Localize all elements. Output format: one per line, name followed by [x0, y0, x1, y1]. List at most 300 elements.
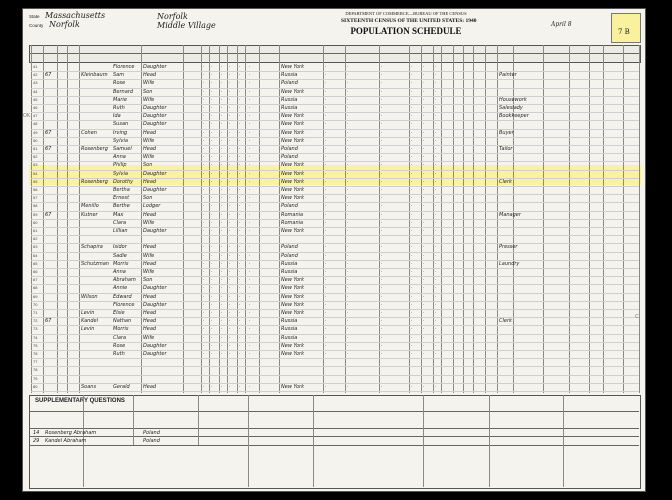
surname: Cohen — [81, 129, 97, 136]
entry-mark: · — [325, 154, 327, 160]
entry-mark: · — [221, 170, 223, 176]
entry-mark: · — [423, 187, 425, 192]
entry-mark: · — [229, 219, 231, 225]
given-name: Berthe — [113, 203, 130, 210]
entry-mark: · — [381, 244, 383, 250]
entry-mark: · — [249, 293, 251, 299]
birthplace: New York — [281, 285, 305, 292]
entry-mark: · — [423, 310, 425, 315]
relationship: Wife — [143, 80, 155, 87]
birthplace: New York — [281, 121, 305, 128]
entry-mark: · — [381, 121, 383, 127]
entry-mark: · — [435, 121, 437, 127]
entry-mark: · — [221, 211, 223, 217]
entry-mark: · — [325, 105, 327, 110]
entry-mark: · — [435, 326, 437, 332]
relationship: Son — [143, 88, 153, 95]
relationship: Head — [143, 244, 157, 251]
entry-mark: · — [203, 310, 205, 315]
entry-mark: · — [381, 88, 383, 94]
occupation: Saleslady — [499, 105, 523, 111]
entry-mark: · — [347, 244, 349, 250]
entry-mark: · — [435, 342, 437, 348]
row-number: 78 — [33, 367, 38, 373]
entry-mark: · — [203, 129, 205, 135]
relationship: Head — [143, 211, 157, 218]
entry-mark: · — [211, 154, 213, 160]
birthplace: New York — [281, 88, 305, 95]
entry-mark: · — [423, 334, 425, 340]
column-header-band — [29, 45, 641, 63]
entry-mark: · — [435, 187, 437, 192]
birthplace: Poland — [281, 80, 298, 87]
entry-mark: · — [347, 121, 349, 127]
entry-mark: · — [239, 88, 241, 94]
entry-mark: · — [203, 383, 205, 389]
entry-mark: · — [203, 228, 205, 233]
entry-mark: · — [411, 252, 413, 258]
entry-mark: · — [221, 326, 223, 332]
entry-mark: · — [211, 129, 213, 135]
entry-mark: · — [411, 72, 413, 78]
entry-mark: · — [221, 383, 223, 389]
entry-mark: · — [347, 146, 349, 151]
entry-mark: · — [249, 64, 251, 69]
row-number: 56 — [33, 187, 38, 192]
entry-mark: · — [325, 252, 327, 258]
birthplace: New York — [281, 351, 305, 357]
entry-mark: · — [221, 96, 223, 102]
entry-mark: · — [203, 72, 205, 78]
entry-mark: · — [221, 318, 223, 324]
entry-mark: · — [325, 203, 327, 209]
birthplace: Russia — [281, 260, 298, 267]
surname: Levin — [81, 310, 95, 316]
entry-mark: · — [411, 105, 413, 110]
entry-mark: · — [411, 113, 413, 119]
entry-mark: · — [249, 310, 251, 315]
row-number: 43 — [33, 80, 38, 86]
entry-mark: · — [249, 211, 251, 217]
birthplace: New York — [281, 195, 305, 202]
entry-mark: · — [435, 178, 437, 184]
entry-mark: · — [325, 162, 327, 168]
entry-mark: · — [347, 334, 349, 340]
entry-mark: · — [381, 195, 383, 201]
given-name: Rose — [113, 342, 126, 349]
entry-mark: · — [221, 129, 223, 135]
entry-mark: · — [203, 326, 205, 332]
entry-mark: · — [411, 318, 413, 324]
entry-mark: · — [435, 203, 437, 209]
relationship: Head — [143, 178, 157, 185]
entry-mark: · — [411, 219, 413, 225]
entry-mark: · — [239, 105, 241, 110]
row-number: 72 — [33, 318, 38, 324]
entry-mark: · — [423, 203, 425, 209]
entry-mark: · — [347, 187, 349, 192]
entry-mark: · — [325, 137, 327, 143]
entry-mark: · — [249, 334, 251, 340]
entry-mark: · — [347, 269, 349, 274]
relationship: Son — [143, 277, 153, 284]
house-number: 67 — [45, 318, 52, 325]
given-name: Ida — [113, 113, 121, 120]
supp-row-1-birth: Poland — [143, 430, 160, 436]
entry-mark: · — [203, 64, 205, 69]
entry-mark: · — [221, 113, 223, 119]
given-name: Isidor — [113, 244, 127, 251]
entry-mark: · — [325, 244, 327, 250]
entry-mark: · — [239, 326, 241, 332]
entry-mark: · — [325, 146, 327, 151]
entry-mark: · — [249, 383, 251, 389]
entry-mark: · — [435, 228, 437, 233]
entry-mark: · — [325, 301, 327, 307]
entry-mark: · — [423, 195, 425, 201]
entry-mark: · — [435, 351, 437, 356]
entry-mark: · — [249, 146, 251, 151]
entry-mark: · — [249, 187, 251, 192]
entry-mark: · — [325, 195, 327, 201]
entry-mark: · — [435, 162, 437, 168]
entry-mark: · — [211, 219, 213, 225]
entry-mark: · — [381, 310, 383, 315]
row-number: 73 — [33, 326, 38, 332]
entry-mark: · — [211, 334, 213, 340]
entry-mark: · — [221, 228, 223, 233]
entry-mark: · — [211, 187, 213, 192]
entry-mark: · — [411, 178, 413, 184]
entry-mark: · — [249, 72, 251, 78]
row-number: 75 — [33, 342, 38, 348]
given-name: Edward — [113, 293, 132, 300]
entry-mark: · — [423, 162, 425, 168]
entry-mark: · — [239, 170, 241, 176]
entry-mark: · — [249, 219, 251, 225]
birthplace: New York — [281, 277, 305, 284]
entry-mark: · — [423, 88, 425, 94]
birthplace: New York — [281, 137, 305, 144]
entry-mark: · — [435, 383, 437, 389]
relationship: Wife — [143, 269, 155, 275]
entry-mark: · — [249, 326, 251, 332]
entry-mark: · — [381, 129, 383, 135]
row-number: 69 — [33, 293, 38, 299]
given-name: Anna — [113, 154, 126, 161]
relationship: Daughter — [143, 342, 167, 349]
given-name: Rose — [113, 80, 126, 87]
birthplace: Russia — [281, 318, 298, 325]
entry-mark: · — [229, 96, 231, 102]
entry-mark: · — [249, 178, 251, 184]
entry-mark: · — [411, 228, 413, 233]
entry-mark: · — [221, 252, 223, 258]
row-number: 47 — [33, 113, 38, 119]
entry-mark: · — [381, 219, 383, 225]
row-number: 51 — [33, 146, 38, 151]
entry-mark: · — [229, 170, 231, 176]
entry-mark: · — [239, 260, 241, 266]
entry-mark: · — [411, 195, 413, 201]
entry-mark: · — [325, 326, 327, 332]
entry-mark: · — [221, 219, 223, 225]
row-number: 79 — [33, 375, 38, 381]
entry-mark: · — [221, 310, 223, 315]
margin-note-right: C — [635, 314, 639, 320]
entry-mark: · — [325, 260, 327, 266]
row-number: 57 — [33, 195, 38, 201]
occupation: Tailor — [499, 146, 513, 152]
entry-mark: · — [325, 88, 327, 94]
entry-mark: · — [381, 96, 383, 102]
state-label: State — [29, 14, 40, 19]
entry-mark: · — [347, 64, 349, 69]
entry-mark: · — [325, 285, 327, 291]
birthplace: New York — [281, 178, 305, 185]
entry-mark: · — [203, 146, 205, 151]
surname: Menillo — [81, 203, 99, 210]
entry-mark: · — [423, 326, 425, 332]
entry-mark: · — [211, 88, 213, 94]
relationship: Wife — [143, 154, 155, 161]
entry-mark: · — [211, 269, 213, 274]
entry-mark: · — [347, 351, 349, 356]
entry-mark: · — [325, 228, 327, 233]
entry-mark: · — [411, 269, 413, 274]
occupation: Bookkeeper — [499, 113, 529, 120]
entry-mark: · — [221, 285, 223, 291]
entry-mark: · — [221, 64, 223, 69]
entry-mark: · — [347, 293, 349, 299]
birthplace: Poland — [281, 146, 298, 152]
birthplace: New York — [281, 187, 305, 193]
given-name: Ruth — [113, 351, 125, 357]
birthplace: New York — [281, 64, 305, 70]
row-number: 66 — [33, 269, 38, 274]
entry-mark: · — [211, 301, 213, 307]
entry-mark: · — [423, 129, 425, 135]
entry-mark: · — [229, 351, 231, 356]
entry-mark: · — [411, 187, 413, 192]
entry-mark: · — [229, 252, 231, 258]
entry-mark: · — [211, 195, 213, 201]
relationship: Head — [143, 72, 157, 79]
entry-mark: · — [411, 211, 413, 217]
entry-mark: · — [249, 88, 251, 94]
birthplace: Russia — [281, 326, 298, 333]
entry-mark: · — [221, 260, 223, 266]
entry-mark: · — [411, 170, 413, 176]
entry-mark: · — [249, 162, 251, 168]
entry-mark: · — [423, 383, 425, 389]
entry-mark: · — [239, 64, 241, 69]
given-name: Marie — [113, 96, 127, 103]
given-name: Anna — [113, 269, 126, 275]
birthplace: Poland — [281, 244, 298, 251]
entry-mark: · — [325, 80, 327, 86]
entry-mark: · — [203, 277, 205, 283]
entry-mark: · — [423, 121, 425, 127]
entry-mark: · — [423, 351, 425, 356]
given-name: Nathan — [113, 318, 132, 325]
entry-mark: · — [435, 318, 437, 324]
entry-mark: · — [211, 383, 213, 389]
given-name: Dorothy — [113, 178, 134, 185]
entry-mark: · — [249, 342, 251, 348]
entry-mark: · — [347, 342, 349, 348]
birthplace: New York — [281, 383, 305, 390]
entry-mark: · — [347, 80, 349, 86]
occupation: Presser — [499, 244, 518, 251]
entry-mark: · — [229, 121, 231, 127]
entry-mark: · — [423, 105, 425, 110]
state-value: Massachusetts — [45, 11, 106, 20]
entry-mark: · — [229, 269, 231, 274]
entry-mark: · — [347, 228, 349, 233]
entry-mark: · — [381, 105, 383, 110]
entry-mark: · — [381, 154, 383, 160]
entry-mark: · — [221, 72, 223, 78]
entry-mark: · — [325, 310, 327, 315]
entry-mark: · — [347, 72, 349, 78]
entry-mark: · — [423, 269, 425, 274]
entry-mark: · — [249, 277, 251, 283]
entry-mark: · — [381, 383, 383, 389]
relationship: Wife — [143, 219, 155, 226]
entry-mark: · — [325, 383, 327, 389]
entry-mark: · — [325, 211, 327, 217]
entry-mark: · — [347, 301, 349, 307]
entry-mark: · — [211, 211, 213, 217]
entry-mark: · — [203, 121, 205, 127]
entry-mark: · — [423, 113, 425, 119]
entry-mark: · — [211, 146, 213, 151]
entry-mark: · — [381, 170, 383, 176]
entry-mark: · — [411, 88, 413, 94]
row-number: 42 — [33, 72, 38, 78]
entry-mark: · — [411, 277, 413, 283]
entry-mark: · — [249, 252, 251, 258]
entry-mark: · — [249, 80, 251, 86]
birthplace: New York — [281, 162, 305, 169]
entry-mark: · — [249, 170, 251, 176]
row-line — [31, 391, 639, 392]
relationship: Daughter — [143, 113, 167, 120]
entry-mark: · — [347, 252, 349, 258]
entry-mark: · — [239, 293, 241, 299]
entry-mark: · — [381, 285, 383, 291]
entry-mark: · — [435, 105, 437, 110]
entry-mark: · — [229, 137, 231, 143]
entry-mark: · — [435, 277, 437, 283]
entry-mark: · — [211, 293, 213, 299]
entry-mark: · — [249, 351, 251, 356]
supp-row-2-number: 29 — [33, 438, 40, 444]
entry-mark: · — [423, 178, 425, 184]
entry-mark: · — [221, 146, 223, 151]
row-number: 59 — [33, 211, 38, 217]
entry-mark: · — [229, 228, 231, 233]
entry-mark: · — [211, 105, 213, 110]
entry-mark: · — [203, 96, 205, 102]
entry-mark: · — [381, 178, 383, 184]
surname: Levin — [81, 326, 95, 333]
occupation: Clerk — [499, 318, 512, 325]
entry-mark: · — [229, 326, 231, 332]
entry-mark: · — [423, 301, 425, 307]
entry-mark: · — [411, 326, 413, 332]
entry-mark: · — [423, 211, 425, 217]
relationship: Head — [143, 293, 157, 300]
entry-mark: · — [203, 178, 205, 184]
entry-mark: · — [347, 113, 349, 119]
entry-mark: · — [249, 301, 251, 307]
house-number: 67 — [45, 211, 52, 218]
given-name: Ernest — [113, 195, 130, 202]
supplementary-heading: SUPPLEMENTARY QUESTIONS — [35, 398, 125, 404]
entry-mark: · — [411, 383, 413, 389]
birthplace: Russia — [281, 96, 298, 103]
entry-mark: · — [239, 203, 241, 209]
relationship: Daughter — [143, 121, 167, 128]
entry-mark: · — [211, 342, 213, 348]
entry-mark: · — [221, 88, 223, 94]
relationship: Head — [143, 129, 157, 136]
entry-mark: · — [239, 310, 241, 315]
entry-mark: · — [423, 228, 425, 233]
given-name: Sylvia — [113, 137, 128, 144]
entry-mark: · — [347, 154, 349, 160]
entry-mark: · — [381, 146, 383, 151]
entry-mark: · — [347, 88, 349, 94]
birthplace: New York — [281, 293, 305, 300]
row-line — [31, 235, 639, 236]
supplementary-section — [29, 395, 641, 489]
entry-mark: · — [381, 64, 383, 69]
entry-mark: · — [229, 162, 231, 168]
entry-mark: · — [411, 146, 413, 151]
entry-mark: · — [229, 203, 231, 209]
entry-mark: · — [423, 277, 425, 283]
entry-mark: · — [325, 170, 327, 176]
entry-mark: · — [239, 96, 241, 102]
row-number: 55 — [33, 178, 38, 184]
surname: Soans — [81, 383, 97, 390]
given-name: Max — [113, 211, 124, 218]
birthplace: New York — [281, 310, 305, 316]
entry-mark: · — [381, 137, 383, 143]
surname: Rosenberg — [81, 146, 108, 152]
entry-mark: · — [229, 277, 231, 283]
given-name: Morris — [113, 260, 129, 267]
birthplace: New York — [281, 301, 305, 308]
given-name: Sam — [113, 72, 125, 79]
entry-mark: · — [229, 88, 231, 94]
margin-note-left: OK — [23, 113, 31, 119]
relationship: Head — [143, 310, 157, 316]
entry-mark: · — [211, 121, 213, 127]
entry-mark: · — [229, 80, 231, 86]
entry-mark: · — [347, 105, 349, 110]
entry-mark: · — [211, 137, 213, 143]
entry-mark: · — [203, 211, 205, 217]
given-name: Bertha — [113, 187, 130, 193]
entry-mark: · — [423, 260, 425, 266]
census-sheet — [22, 8, 646, 492]
entry-mark: · — [229, 285, 231, 291]
entry-mark: · — [411, 342, 413, 348]
